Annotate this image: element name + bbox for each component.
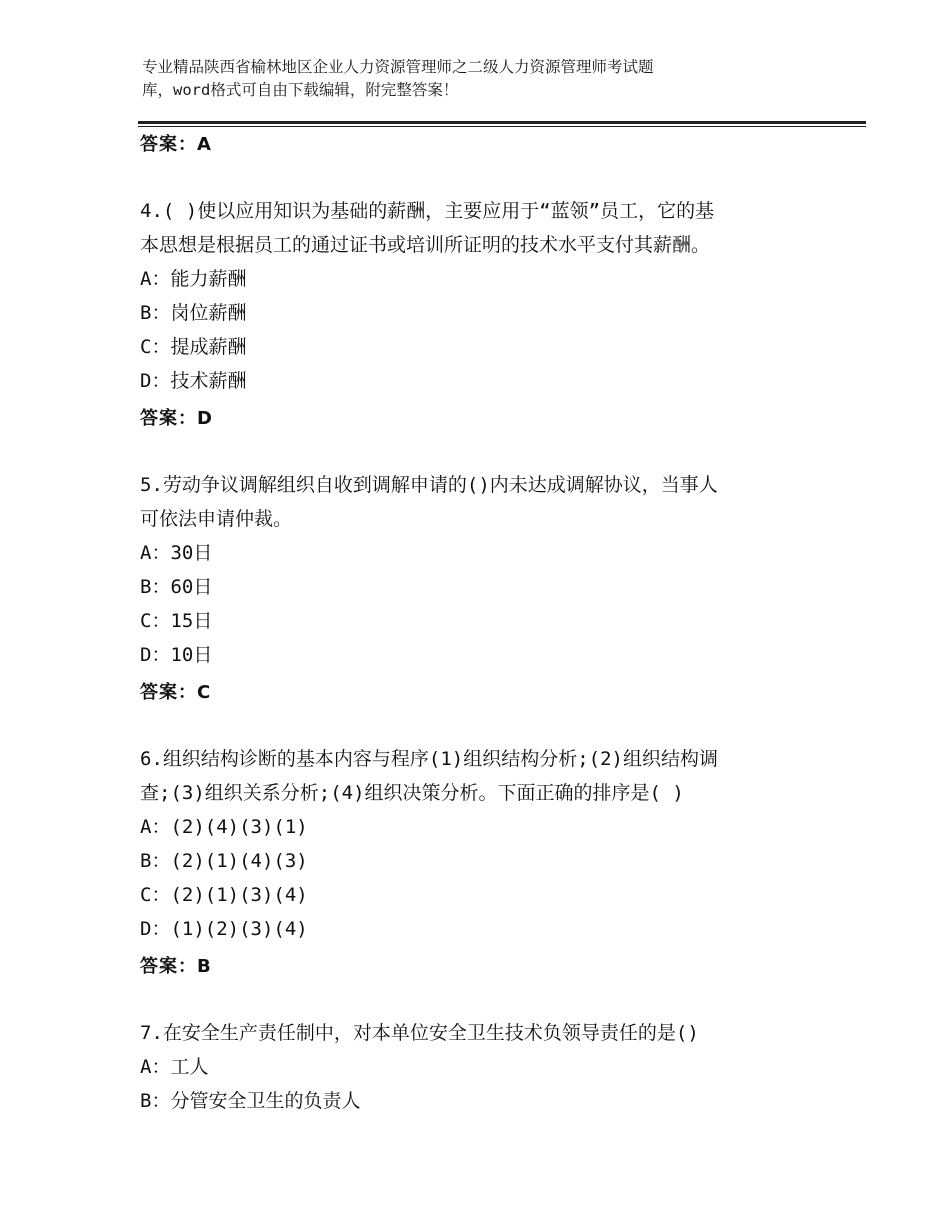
question-line: 5.劳动争议调解组织自收到调解申请的()内未达成调解协议，当事人: [140, 474, 718, 496]
option-4a: A：能力薪酬: [140, 268, 247, 290]
question-line: 4.( )使以应用知识为基础的薪酬，主要应用于“蓝领”员工，它的基: [140, 200, 715, 222]
option-4d: D：技术薪酬: [140, 370, 247, 392]
question-6: [140, 742, 820, 810]
question-line: 可依法申请仲裁。: [140, 508, 293, 530]
header-rule-thin: [138, 126, 866, 127]
answer-q6: 答案：B: [140, 956, 212, 977]
question-line: 查;(3)组织关系分析;(4)组织决策分析。下面正确的排序是( ): [140, 782, 684, 804]
answer-q5: 答案：C: [140, 682, 212, 703]
question-4: [140, 194, 820, 262]
answer-q4: 答案：D: [140, 408, 213, 429]
option-6b: B：(2)(1)(4)(3): [140, 850, 308, 872]
option-7b: B：分管安全卫生的负责人: [140, 1090, 361, 1112]
question-line: 7.在安全生产责任制中，对本单位安全卫生技术负领导责任的是(): [140, 1022, 699, 1044]
option-7a: A：工人: [140, 1056, 209, 1078]
option-5a: A：30日: [140, 542, 213, 564]
header-line-2: 库，word格式可自由下载编辑，附完整答案！: [142, 81, 459, 99]
header-rule-thick: [138, 121, 866, 124]
question-7: [140, 1016, 820, 1050]
option-5b: B：60日: [140, 576, 213, 598]
option-6d: D：(1)(2)(3)(4): [140, 918, 308, 940]
question-5: [140, 468, 820, 536]
option-4c: C：提成薪酬: [140, 336, 247, 358]
header-line-1: 专业精品陕西省榆林地区企业人力资源管理师之二级人力资源管理师考试题: [142, 58, 654, 76]
question-line: 本思想是根据员工的通过证书或培训所证明的技术水平支付其薪酬。: [140, 234, 711, 256]
document-header: [142, 56, 802, 102]
option-5c: C：15日: [140, 610, 213, 632]
option-6c: C：(2)(1)(3)(4): [140, 884, 308, 906]
option-4b: B：岗位薪酬: [140, 302, 247, 324]
answer-q3: 答案：A: [140, 134, 212, 155]
option-6a: A：(2)(4)(3)(1): [140, 816, 308, 838]
question-line: 6.组织结构诊断的基本内容与程序(1)组织结构分析;(2)组织结构调: [140, 748, 718, 770]
option-5d: D：10日: [140, 644, 213, 666]
